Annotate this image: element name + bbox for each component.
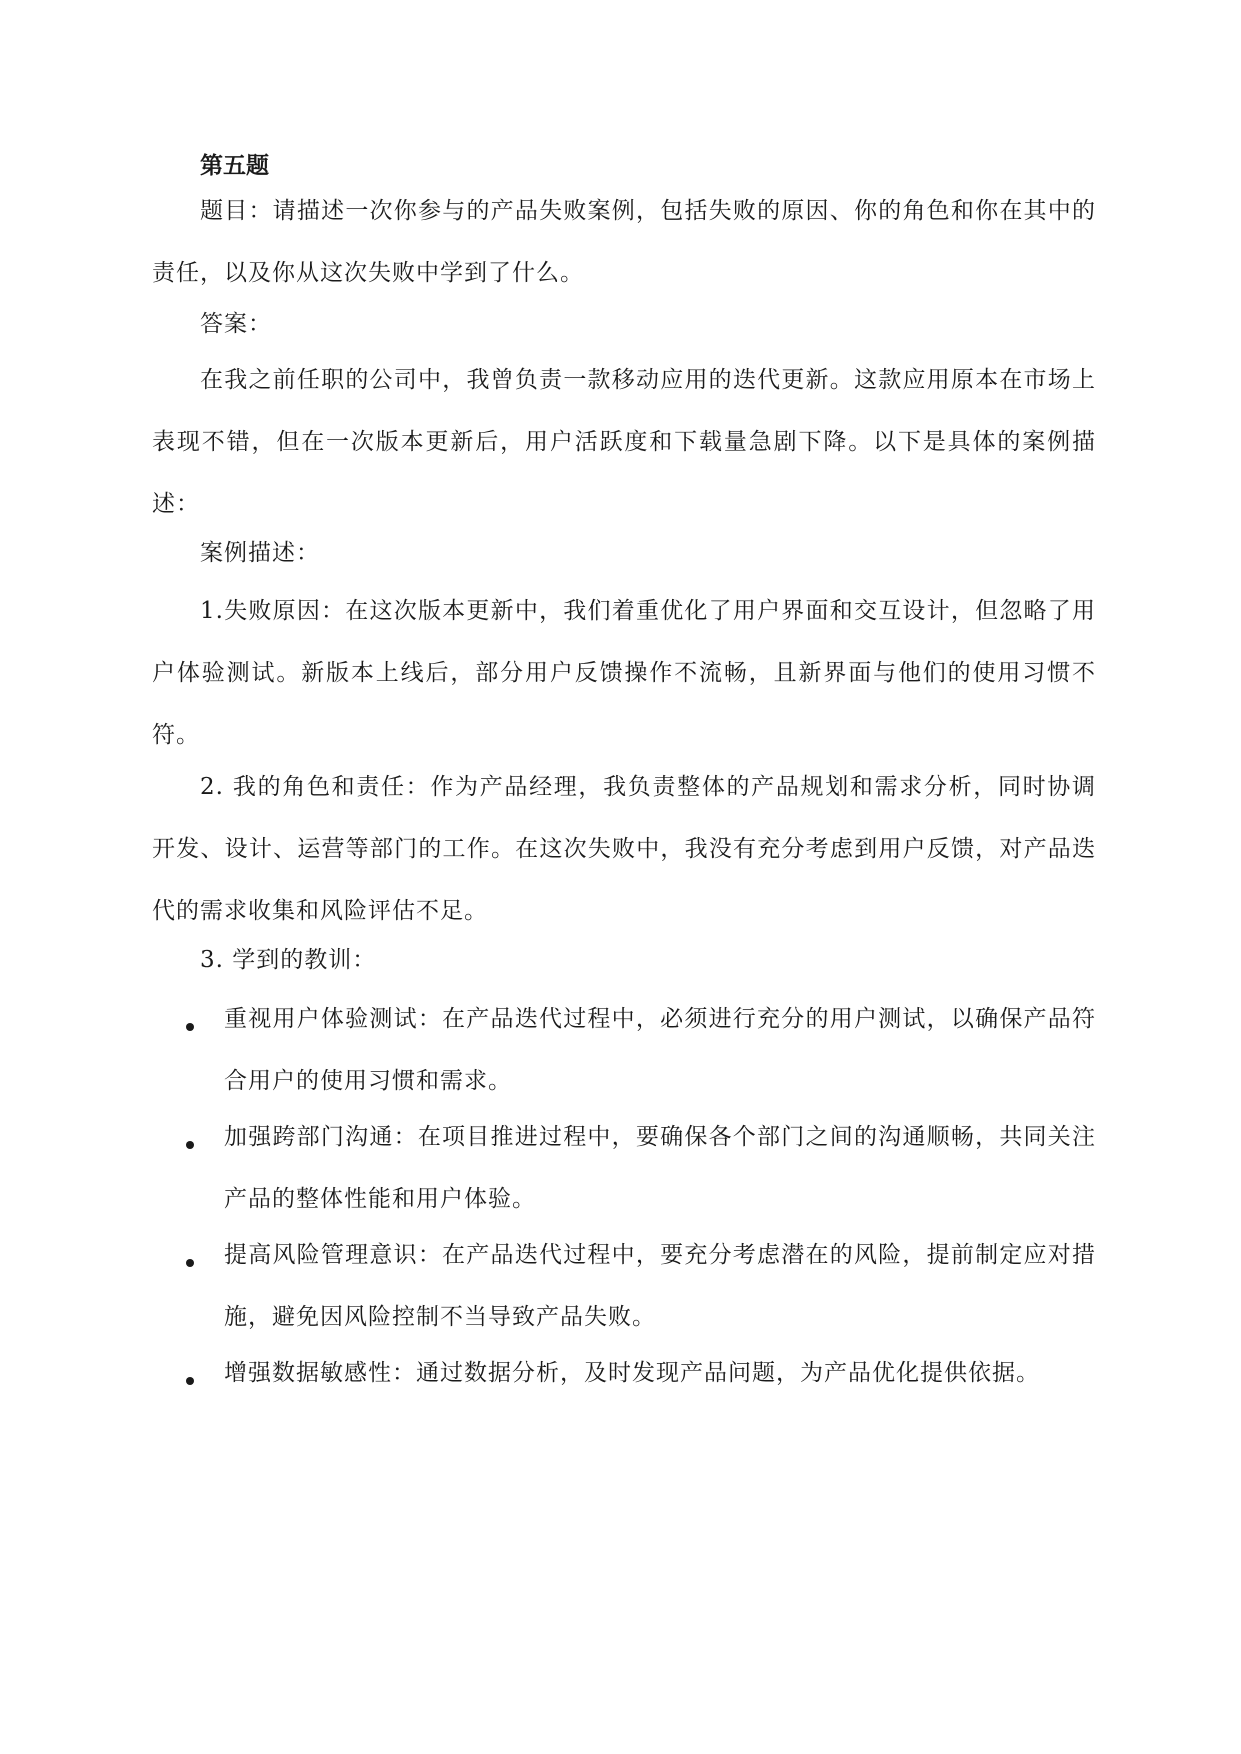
- point-2-paragraph: 2. 我的角色和责任：作为产品经理，我负责整体的产品规划和需求分析，同时协调开发、设计、运营等部门的工作。在这次失败中，我没有充分考虑到用户反馈，对产品迭代的需求收集和风险评估不足。: [152, 774, 1096, 924]
- intro-paragraph: 在我之前任职的公司中，我曾负责一款移动应用的迭代更新。这款应用原本在市场上表现不错，但在一次版本更新后，用户活跃度和下载量急剧下降。以下是具体的案例描述：: [152, 367, 1096, 517]
- bullet-icon: [186, 1377, 194, 1385]
- case-label: 案例描述：: [200, 540, 320, 566]
- section-heading: 第五题: [200, 153, 269, 179]
- bullet-icon: [186, 1023, 194, 1031]
- question-paragraph: 题目：请描述一次你参与的产品失败案例，包括失败的原因、你的角色和你在其中的责任，以及你从这次失败中学到了什么。: [152, 198, 1096, 286]
- answer-label: 答案：: [200, 311, 272, 337]
- lesson-text: 重视用户体验测试：在产品迭代过程中，必须进行充分的用户测试，以确保产品符合用户的使用习惯和需求。: [224, 1006, 1096, 1094]
- point-3-label: 3. 学到的教训：: [200, 947, 377, 973]
- lesson-text: 增强数据敏感性：通过数据分析，及时发现产品问题，为产品优化提供依据。: [224, 1360, 1040, 1386]
- bullet-icon: [186, 1259, 194, 1267]
- bullet-icon: [186, 1141, 194, 1149]
- point-1-paragraph: 1.失败原因：在这次版本更新中，我们着重优化了用户界面和交互设计，但忽略了用户体验测试。新版本上线后，部分用户反馈操作不流畅，且新界面与他们的使用习惯不符。: [152, 598, 1096, 748]
- lesson-text: 加强跨部门沟通：在项目推进过程中，要确保各个部门之间的沟通顺畅，共同关注产品的整体性能和用户体验。: [224, 1124, 1096, 1212]
- lesson-text: 提高风险管理意识：在产品迭代过程中，要充分考虑潜在的风险，提前制定应对措施，避免因风险控制不当导致产品失败。: [224, 1242, 1096, 1330]
